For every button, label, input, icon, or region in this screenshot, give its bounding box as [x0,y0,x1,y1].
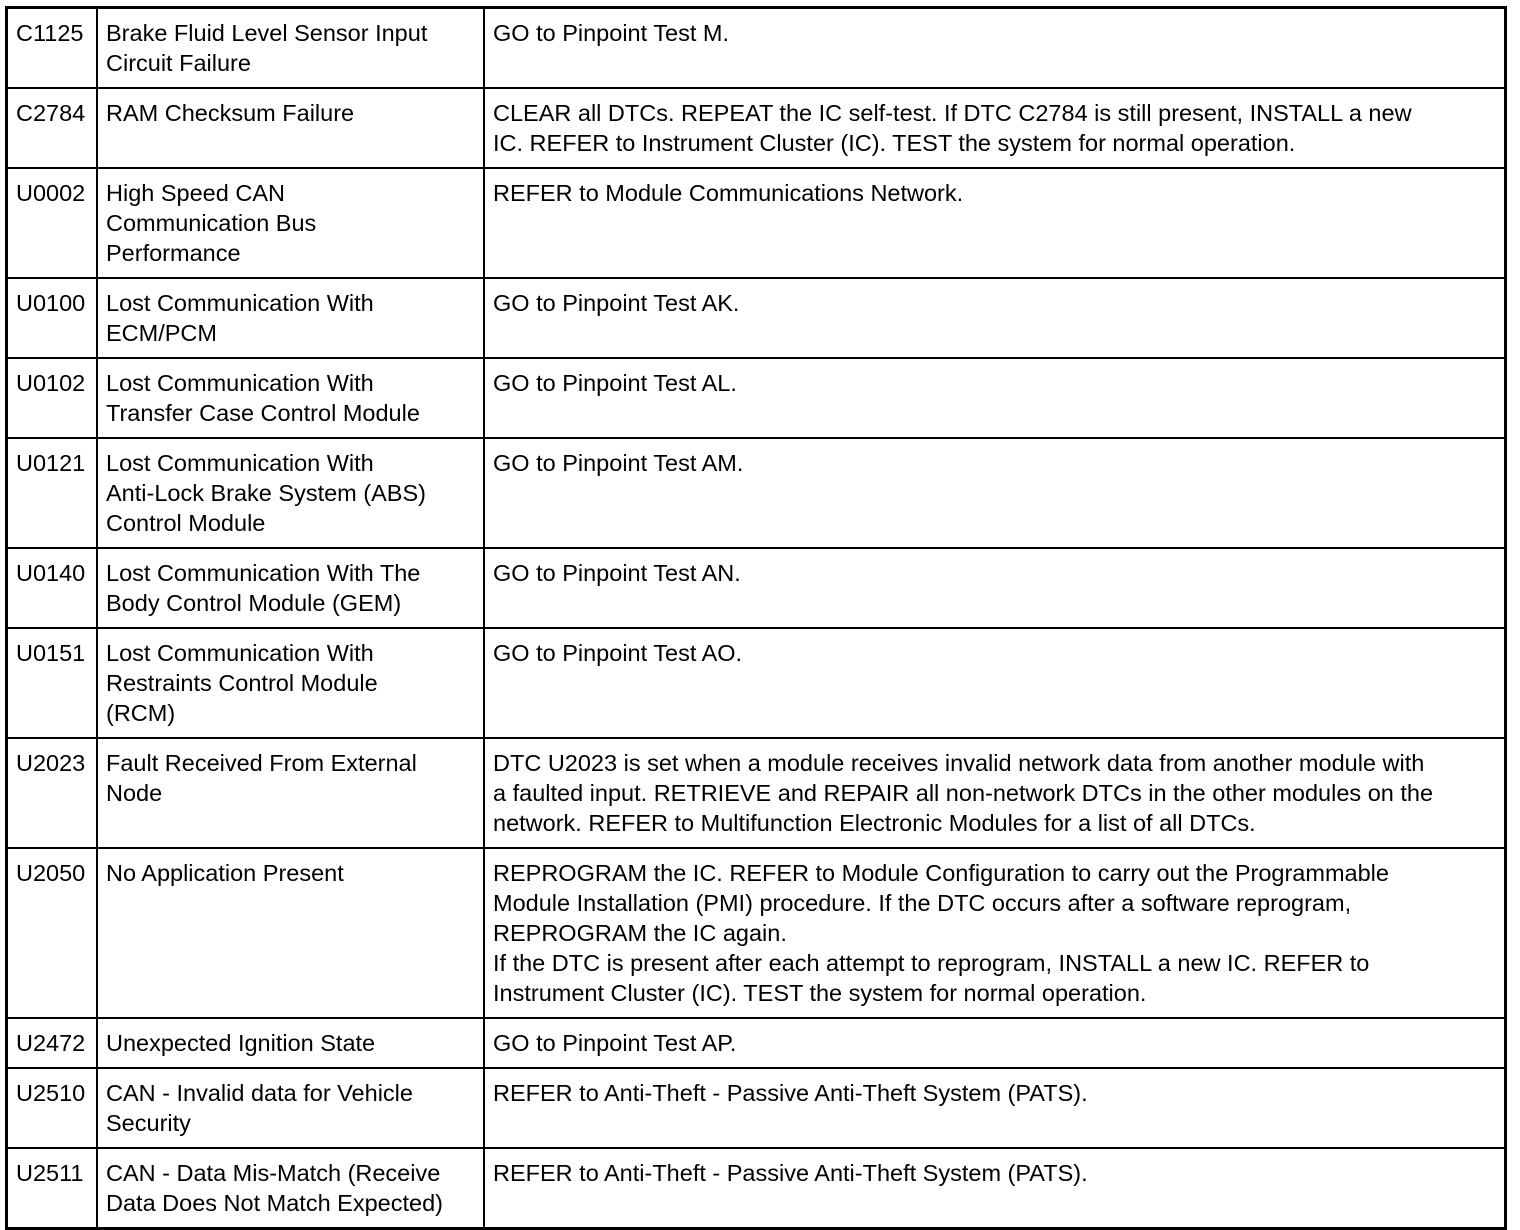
dtc-code-cell: U0102 [7,358,98,438]
table-row [7,1068,1506,1148]
dtc-action-cell: DTC U2023 is set when a module receives invalid network data from another module with a faulted input. RETRIEVE and REPAIR all non-network DTCs in the other modules on the network. REFER to Multifunction Electronic Modules for a list of all DTCs. [484,738,1506,848]
dtc-description-cell: Lost Communication With Restraints Control Module (RCM) [97,628,484,738]
dtc-description-cell: Brake Fluid Level Sensor Input Circuit Failure [97,8,484,89]
dtc-action-cell: REPROGRAM the IC. REFER to Module Configuration to carry out the Programmable Module Installation (PMI) procedure. If the DTC occurs after a software reprogram, REPROGRAM the IC again. If the DTC is present after each attempt to reprogram, INSTALL a new IC. REFER to Instrument Cluster (IC). TEST the system for normal operation. [484,848,1506,1018]
dtc-code-cell: U0121 [7,438,98,548]
dtc-description-cell: High Speed CAN Communication Bus Performance [97,168,484,278]
table-row [7,278,1506,358]
dtc-description-cell: RAM Checksum Failure [97,88,484,168]
dtc-action-cell: GO to Pinpoint Test AN. [484,548,1506,628]
table-row [7,358,1506,438]
dtc-code-cell: C1125 [7,8,98,89]
table-row [7,88,1506,168]
dtc-action-cell: GO to Pinpoint Test AP. [484,1018,1506,1068]
table-row [7,1148,1506,1229]
table-row [7,438,1506,548]
dtc-action-cell: REFER to Anti-Theft - Passive Anti-Theft System (PATS). [484,1068,1506,1148]
dtc-description-cell: Lost Communication With Transfer Case Control Module [97,358,484,438]
table-row [7,848,1506,1018]
dtc-action-cell: CLEAR all DTCs. REPEAT the IC self-test. If DTC C2784 is still present, INSTALL a new IC. REFER to Instrument Cluster (IC). TEST the system for normal operation. [484,88,1506,168]
dtc-description-cell: Unexpected Ignition State [97,1018,484,1068]
dtc-description-cell: CAN - Invalid data for Vehicle Security [97,1068,484,1148]
dtc-code-cell: U2050 [7,848,98,1018]
table-row [7,1018,1506,1068]
dtc-code-cell: U2472 [7,1018,98,1068]
table-row [7,548,1506,628]
dtc-code-cell: U0100 [7,278,98,358]
dtc-code-cell: U2510 [7,1068,98,1148]
table-row [7,628,1506,738]
dtc-code-cell: C2784 [7,88,98,168]
dtc-description-cell: Lost Communication With Anti-Lock Brake System (ABS) Control Module [97,438,484,548]
dtc-code-cell: U2023 [7,738,98,848]
dtc-code-cell: U0151 [7,628,98,738]
dtc-action-cell: GO to Pinpoint Test M. [484,8,1506,89]
dtc-description-cell: Fault Received From External Node [97,738,484,848]
dtc-action-cell: REFER to Module Communications Network. [484,168,1506,278]
dtc-description-cell: Lost Communication With The Body Control Module (GEM) [97,548,484,628]
dtc-description-cell: CAN - Data Mis-Match (Receive Data Does Not Match Expected) [97,1148,484,1229]
dtc-code-cell: U0002 [7,168,98,278]
dtc-action-cell: GO to Pinpoint Test AL. [484,358,1506,438]
dtc-code-cell: U2511 [7,1148,98,1229]
dtc-code-cell: U0140 [7,548,98,628]
dtc-action-cell: GO to Pinpoint Test AM. [484,438,1506,548]
dtc-action-cell: REFER to Anti-Theft - Passive Anti-Theft System (PATS). [484,1148,1506,1229]
dtc-description-cell: No Application Present [97,848,484,1018]
dtc-description-cell: Lost Communication With ECM/PCM [97,278,484,358]
dtc-action-cell: GO to Pinpoint Test AK. [484,278,1506,358]
dtc-action-cell: GO to Pinpoint Test AO. [484,628,1506,738]
table-row [7,8,1506,89]
dtc-table [5,6,1507,1230]
table-row [7,168,1506,278]
table-row [7,738,1506,848]
